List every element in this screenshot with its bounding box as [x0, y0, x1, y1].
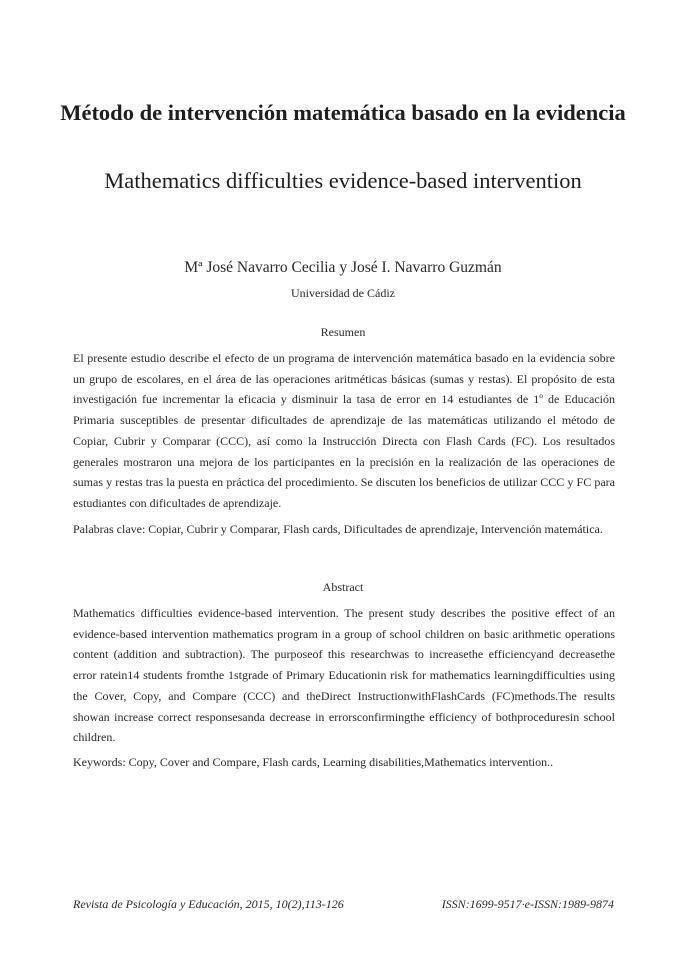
journal-citation: Revista de Psicología y Educación, 2015, 10(2),113-126: [73, 897, 344, 911]
abstract-heading: Abstract: [322, 580, 364, 594]
abstract-keywords: Keywords: Copy, Cover and Compare, Flash cards, Learning disabilities,Mathematics intervention..: [73, 755, 554, 769]
issn-info: ISSN:1699-9517·e-ISSN:1989-9874: [441, 897, 614, 911]
resumen-keywords: Palabras clave: Copiar, Cubrir y Comparar, Flash cards, Dificultades de aprendizaje, Intervención matemática.: [73, 522, 603, 536]
author-affiliation: Universidad de Cádiz: [291, 286, 395, 300]
author-list: Mª José Navarro Cecilia y José I. Navarro Guzmán: [184, 259, 502, 276]
title-english: Mathematics difficulties evidence-based intervention: [104, 168, 582, 193]
resumen-body: El presente estudio describe el efecto de un programa de intervención matemática basado en la evidencia sobre un grupo de escolares, en el área de las operaciones aritméticas básicas (sumas y restas). El propósito de esta investigación fue incrementar la eficacia y disminuir la tasa de error en 14 estudiantes de 1º de Educación Primaria susceptibles de presentar dificultades de aprendizaje de las matemáticas utilizando el método de Copiar, Cubrir y Comparar (CCC), así como la Instrucción Directa con Flash Cards (FC). Los resultados generales mostraron una mejora de los participantes en la precisión en la realización de las operaciones de sumas y restas tras la puesta en práctica del procedimiento. Se discuten los beneficios de utilizar CCC y FC para estudiantes con dificultades de aprendizaje.: [73, 351, 615, 510]
resumen-heading: Resumen: [320, 325, 366, 339]
title-spanish: Método de intervención matemática basado en la evidencia: [60, 100, 626, 125]
abstract-body: Mathematics difficulties evidence-based intervention. The present study describes the positive effect of an evidence-based intervention mathematics program in a group of school children on basic arithmetic operations content (addition and subtraction). The purposeof this researchwas to increasethe efficiencyand decreasethe error ratein14 students fromthe 1stgrade of Primary Educationin risk for mathematics learningdifficulties using the Cover, Copy, and Compare (CCC) and theDirect InstructionwithFlashCards (FC)methods.The results showan increase correct responsesanda decrease in errorsconfirmingthe efficiency of bothproceduresin school children.: [73, 606, 615, 745]
